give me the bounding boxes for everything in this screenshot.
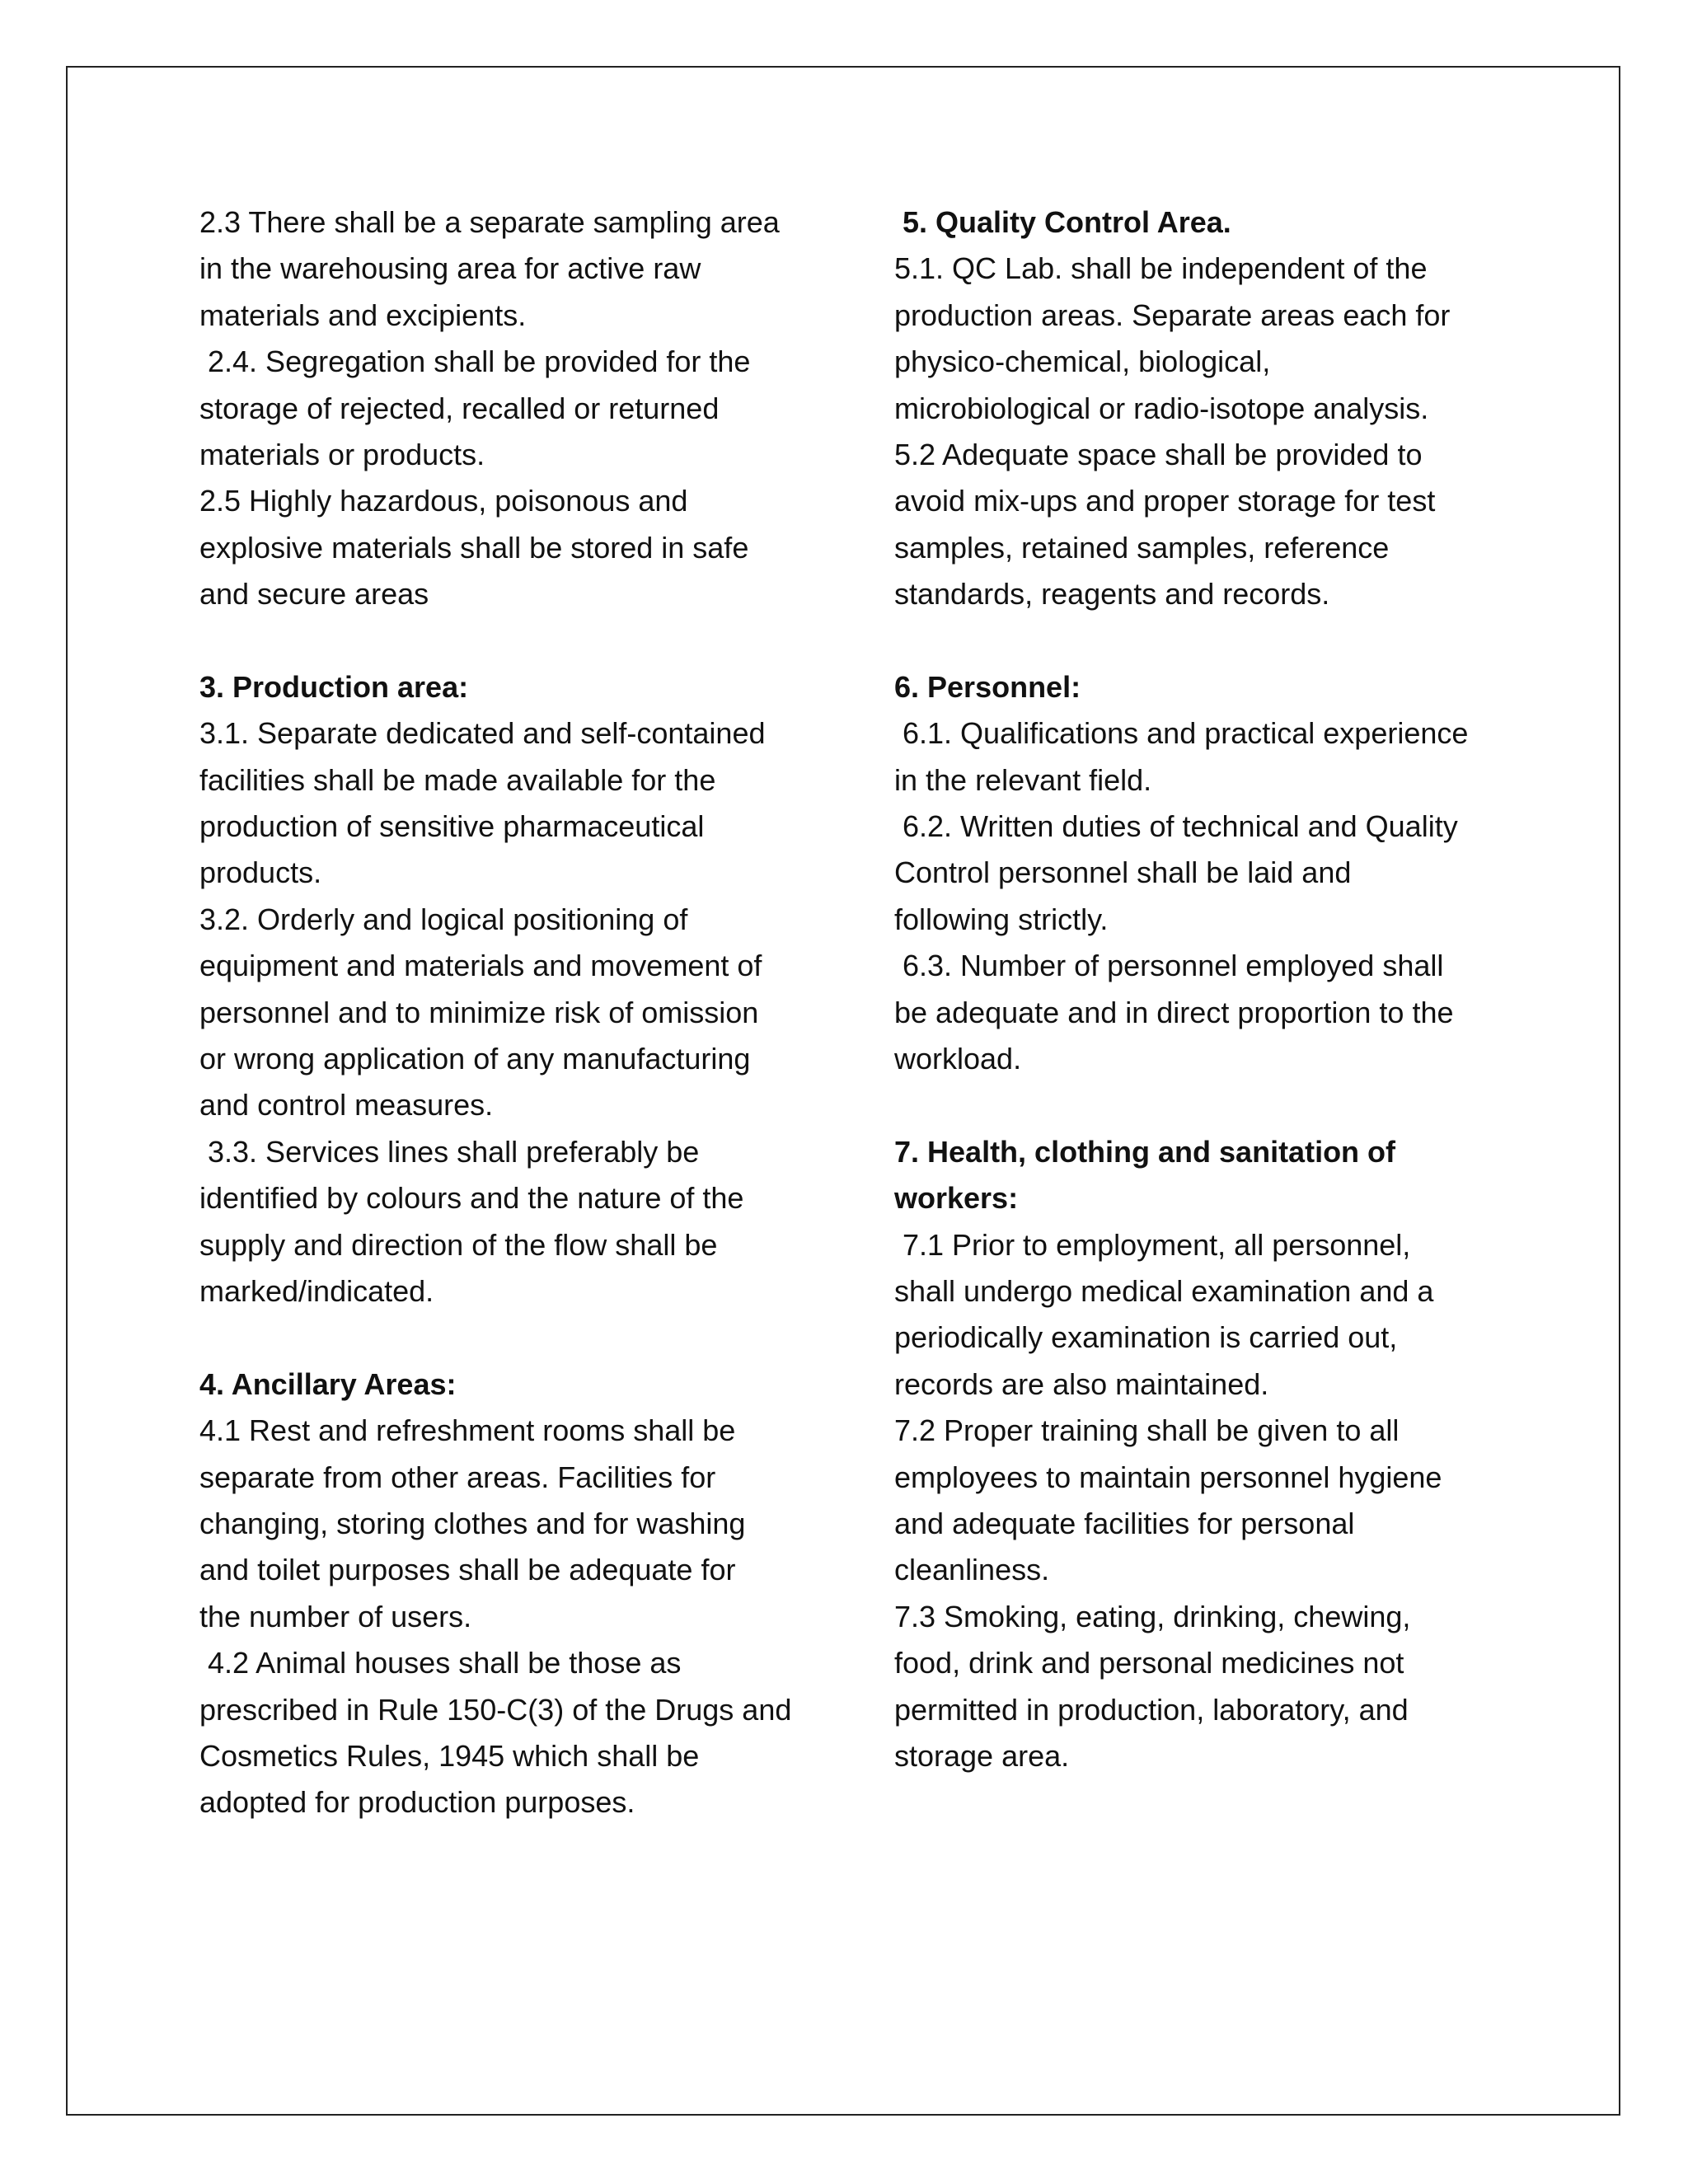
text-line: materials and excipients.	[199, 298, 527, 332]
blank-line	[199, 1315, 826, 1361]
text-line: food, drink and personal medicines not	[894, 1646, 1404, 1680]
text-line: adopted for production purposes.	[199, 1785, 635, 1820]
section-heading: 4. Ancillary Areas:	[199, 1366, 457, 1401]
section-heading: 7. Health, clothing and sanitation of	[894, 1134, 1396, 1169]
text-line: and adequate facilities for personal	[894, 1506, 1355, 1540]
text-line: samples, retained samples, reference	[894, 530, 1390, 565]
text-line: standards, reagents and records.	[894, 577, 1330, 612]
text-line: marked/indicated.	[199, 1273, 434, 1308]
text-line: 5.1. QC Lab. shall be independent of the	[894, 251, 1428, 286]
section-heading: 5. Quality Control Area.	[894, 205, 1231, 239]
text-line: 3.3. Services lines shall preferably be	[199, 1134, 700, 1169]
section-heading: workers:	[894, 1181, 1019, 1216]
text-line: storage of rejected, recalled or returned	[199, 391, 720, 425]
text-line: the number of users.	[199, 1599, 472, 1633]
text-line: 7.1 Prior to employment, all personnel,	[894, 1227, 1411, 1262]
text-line: avoid mix-ups and proper storage for test	[894, 484, 1436, 518]
text-line: permitted in production, laboratory, and	[894, 1692, 1409, 1727]
text-line: identified by colours and the nature of the	[199, 1181, 744, 1216]
text-line: facilities shall be made available for the	[199, 762, 716, 797]
text-line: or wrong application of any manufacturing	[199, 1042, 751, 1076]
text-line: 3.2. Orderly and logical positioning of	[199, 902, 688, 936]
text-line: and control measures.	[199, 1088, 494, 1122]
text-line: employees to maintain personnel hygiene	[894, 1460, 1442, 1494]
text-line: changing, storing clothes and for washing	[199, 1506, 746, 1540]
text-line: production of sensitive pharmaceutical	[199, 809, 705, 844]
text-line: personnel and to minimize risk of omission	[199, 995, 759, 1029]
text-line: periodically examination is carried out,	[894, 1320, 1398, 1355]
blank-line	[894, 618, 1504, 664]
text-line: shall undergo medical examination and a	[894, 1273, 1434, 1308]
text-line: 3.1. Separate dedicated and self-contained	[199, 716, 766, 751]
text-line: 7.3 Smoking, eating, drinking, chewing,	[894, 1599, 1411, 1633]
text-line: workload.	[894, 1042, 1022, 1076]
text-line: 5.2 Adequate space shall be provided to	[894, 437, 1423, 471]
blank-line	[199, 618, 826, 664]
text-line: Cosmetics Rules, 1945 which shall be	[199, 1738, 700, 1773]
text-line: 2.4. Segregation shall be provided for the	[199, 344, 751, 379]
text-line: and secure areas	[199, 577, 429, 612]
text-line: 4.1 Rest and refreshment rooms shall be	[199, 1413, 736, 1448]
blank-line	[894, 1082, 1504, 1128]
text-line: storage area.	[894, 1738, 1070, 1773]
text-line: 2.5 Highly hazardous, poisonous and	[199, 484, 688, 518]
text-line: equipment and materials and movement of	[199, 949, 762, 983]
text-line: 7.2 Proper training shall be given to all	[894, 1413, 1400, 1448]
text-line: microbiological or radio-isotope analysis.	[894, 391, 1429, 425]
text-line: production areas. Separate areas each for	[894, 298, 1451, 332]
text-line: 4.2 Animal houses shall be those as	[199, 1646, 682, 1680]
text-line: Control personnel shall be laid and	[894, 855, 1352, 890]
text-line: 2.3 There shall be a separate sampling area	[199, 205, 780, 239]
text-line: records are also maintained.	[894, 1366, 1269, 1401]
text-line: and toilet purposes shall be adequate for	[199, 1553, 736, 1587]
text-line: in the relevant field.	[894, 762, 1152, 797]
text-line: separate from other areas. Facilities for	[199, 1460, 716, 1494]
left-column	[199, 199, 826, 1826]
text-line: in the warehousing area for active raw	[199, 251, 701, 286]
text-line: following strictly.	[894, 902, 1109, 936]
text-line: materials or products.	[199, 437, 485, 471]
text-line: 6.3. Number of personnel employed shall	[894, 949, 1444, 983]
text-line: 6.2. Written duties of technical and Quality	[894, 809, 1458, 844]
text-line: supply and direction of the flow shall be	[199, 1227, 718, 1262]
section-heading: 6. Personnel:	[894, 669, 1081, 704]
text-line: products.	[199, 855, 322, 890]
text-line: be adequate and in direct proportion to the	[894, 995, 1454, 1029]
text-line: 6.1. Qualifications and practical experience	[894, 716, 1469, 751]
text-line: physico-chemical, biological,	[894, 344, 1271, 379]
text-line: prescribed in Rule 150-C(3) of the Drugs and	[199, 1692, 792, 1727]
right-column	[894, 199, 1504, 1779]
text-line: cleanliness.	[894, 1553, 1050, 1587]
text-line: explosive materials shall be stored in safe	[199, 530, 749, 565]
section-heading: 3. Production area:	[199, 669, 469, 704]
